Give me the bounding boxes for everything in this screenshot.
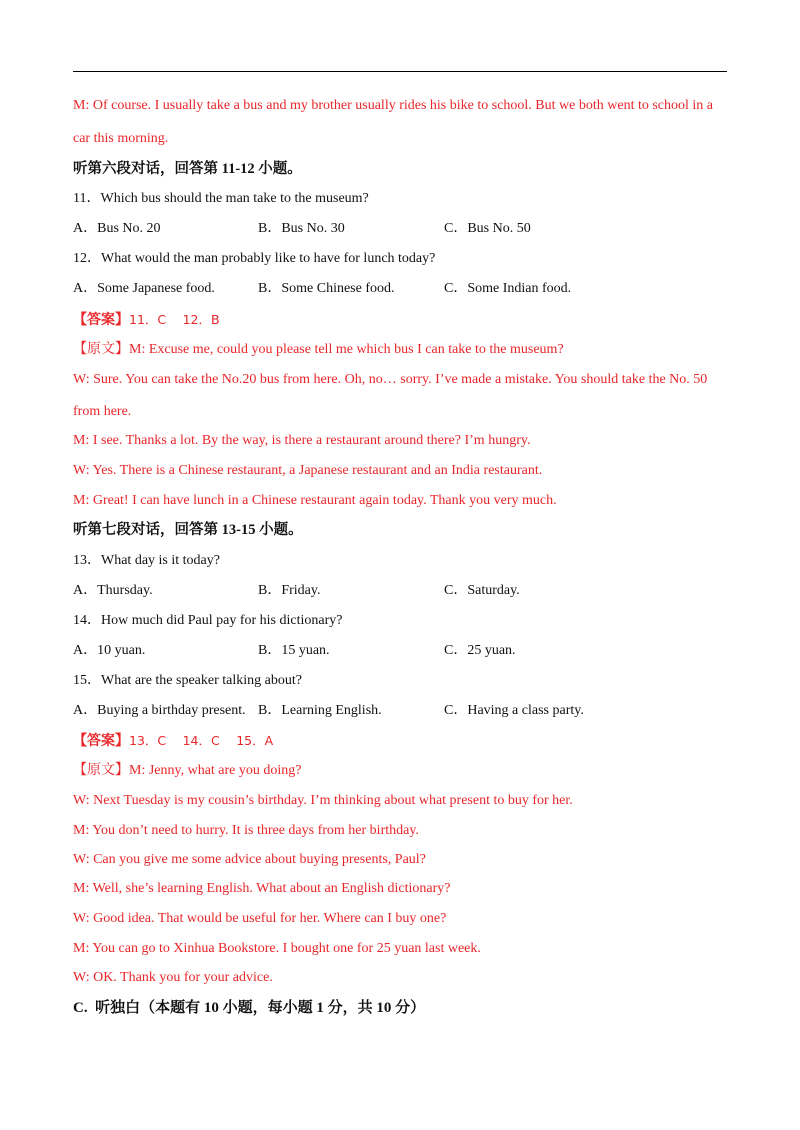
- transcript-label: 【原文】: [73, 763, 129, 778]
- section-title: 听独白（本题有 10 小题，每小题 1 分，共 10 分）: [95, 1000, 426, 1016]
- answer-label: 【答案】: [73, 313, 129, 328]
- option-c: C．25 yuan.: [444, 643, 516, 658]
- option-a: A．Thursday.: [73, 583, 153, 598]
- transcript-line: from here.: [73, 404, 132, 419]
- transcript-line: W: Sure. You can take the No.20 bus from here. Oh, no… sorry. I’ve made a mistake. You should take the No. 50: [73, 372, 708, 387]
- question-stem: 13．What day is it today?: [73, 553, 220, 568]
- header-rule: [73, 71, 727, 72]
- option-b: B．Learning English.: [258, 703, 382, 718]
- transcript-label: 【原文】: [73, 342, 129, 357]
- transcript-line: M: You can go to Xinhua Bookstore. I bought one for 25 yuan last week.: [73, 941, 481, 956]
- option-a: A．Buying a birthday present.: [73, 703, 246, 718]
- transcript-line: M: You don’t need to hurry. It is three days from her birthday.: [73, 823, 419, 838]
- answer-line: [73, 311, 220, 330]
- option-b: B．Bus No. 30: [258, 221, 345, 236]
- transcript-line: car this morning.: [73, 131, 169, 146]
- transcript-text: M: Excuse me, could you please tell me which bus I can take to the museum?: [129, 342, 564, 357]
- answer-text: 11．C 12．B: [129, 312, 220, 327]
- option-c: C．Some Indian food.: [444, 281, 572, 296]
- transcript-line: W: Next Tuesday is my cousin’s birthday. I’m thinking about what present to buy for her.: [73, 793, 573, 808]
- option-a: A．Bus No. 20: [73, 221, 161, 236]
- transcript-line: W: Good idea. That would be useful for her. Where can I buy one?: [73, 911, 447, 926]
- question-stem: 11．Which bus should the man take to the museum?: [73, 191, 369, 206]
- transcript-line: W: Yes. There is a Chinese restaurant, a Japanese restaurant and an India restaurant.: [73, 463, 543, 478]
- option-c: C．Having a class party.: [444, 703, 584, 718]
- option-c: C．Bus No. 50: [444, 221, 531, 236]
- option-c: C．Saturday.: [444, 583, 520, 598]
- section-letter: C.: [73, 1000, 88, 1016]
- section-heading: 听第七段对话，回答第 13-15 小题。: [73, 522, 303, 538]
- transcript-line: W: Can you give me some advice about buying presents, Paul?: [73, 852, 426, 867]
- section-c-heading: [73, 999, 425, 1017]
- answer-line: [73, 732, 273, 751]
- question-stem: 12．What would the man probably like to have for lunch today?: [73, 251, 436, 266]
- section-heading: 听第六段对话，回答第 11-12 小题。: [73, 161, 302, 177]
- option-b: B．Friday.: [258, 583, 321, 598]
- option-b: B．Some Chinese food.: [258, 281, 395, 296]
- question-stem: 14．How much did Paul pay for his dictionary?: [73, 613, 343, 628]
- question-stem: 15．What are the speaker talking about?: [73, 673, 302, 688]
- transcript-line: [73, 341, 564, 359]
- transcript-text: M: Jenny, what are you doing?: [129, 763, 302, 778]
- answer-label: 【答案】: [73, 734, 129, 749]
- transcript-line: W: OK. Thank you for your advice.: [73, 970, 273, 985]
- transcript-line: M: Well, she’s learning English. What about an English dictionary?: [73, 881, 451, 896]
- option-a: A．Some Japanese food.: [73, 281, 215, 296]
- transcript-line: M: Great! I can have lunch in a Chinese restaurant again today. Thank you very much.: [73, 493, 557, 508]
- answer-text: 13．C 14．C 15．A: [129, 733, 274, 748]
- transcript-line: [73, 762, 302, 780]
- option-b: B．15 yuan.: [258, 643, 330, 658]
- option-a: A．10 yuan.: [73, 643, 146, 658]
- transcript-line: M: Of course. I usually take a bus and my brother usually rides his bike to school. But we both went to school in a: [73, 98, 714, 113]
- transcript-line: M: I see. Thanks a lot. By the way, is there a restaurant around there? I’m hungry.: [73, 433, 531, 448]
